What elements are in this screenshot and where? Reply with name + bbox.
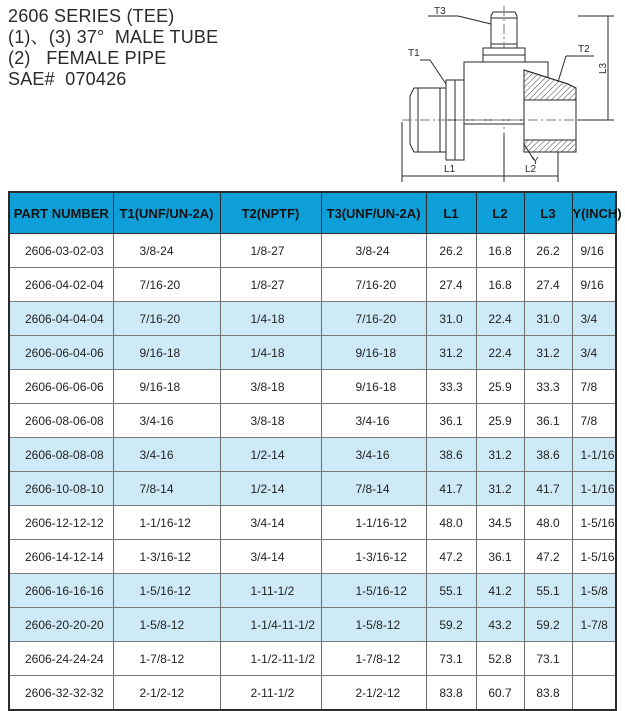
table-row	[9, 472, 616, 506]
cell-t3: 1-5/8-12	[321, 608, 426, 642]
cell-l2: 22.4	[476, 302, 524, 336]
cell-t3: 7/16-20	[321, 302, 426, 336]
port-1-3-description: (1)、(3) 37° MALE TUBE	[8, 27, 219, 47]
cell-t2: 1/4-18	[220, 336, 321, 370]
cell-l1: 47.2	[426, 540, 476, 574]
cell-t1: 7/16-20	[113, 302, 220, 336]
table-row	[9, 574, 616, 608]
table-row	[9, 642, 616, 676]
col-header-l3: L3	[524, 192, 572, 234]
series-header	[8, 6, 308, 90]
cell-l2: 36.1	[476, 540, 524, 574]
cell-l1: 38.6	[426, 438, 476, 472]
cell-t3: 7/8-14	[321, 472, 426, 506]
table-row	[9, 438, 616, 472]
cell-l3: 27.4	[524, 268, 572, 302]
cell-l1: 55.1	[426, 574, 476, 608]
cell-t3: 7/16-20	[321, 268, 426, 302]
cell-l2: 41.2	[476, 574, 524, 608]
cell-part-number: 2606-06-04-06	[9, 336, 113, 370]
cell-y	[572, 676, 616, 711]
cell-y: 9/16	[572, 268, 616, 302]
cell-y: 1-5/8	[572, 574, 616, 608]
cell-t2: 1-1/4-11-1/2	[220, 608, 321, 642]
cell-t1: 1-7/8-12	[113, 642, 220, 676]
sae-number: SAE# 070426	[8, 69, 127, 89]
cell-t3: 3/4-16	[321, 404, 426, 438]
table-row	[9, 540, 616, 574]
cell-t3: 2-1/2-12	[321, 676, 426, 711]
cell-t2: 1/2-14	[220, 438, 321, 472]
cell-l1: 59.2	[426, 608, 476, 642]
table-row	[9, 336, 616, 370]
cell-l2: 34.5	[476, 506, 524, 540]
cell-t3: 9/16-18	[321, 336, 426, 370]
cell-t2: 3/8-18	[220, 370, 321, 404]
cell-y: 1-7/8	[572, 608, 616, 642]
cell-y: 1-5/16	[572, 540, 616, 574]
series-title: 2606 SERIES (TEE)	[8, 6, 175, 26]
cell-l3: 83.8	[524, 676, 572, 711]
cell-t2: 2-11-1/2	[220, 676, 321, 711]
cell-l2: 25.9	[476, 370, 524, 404]
cell-l2: 16.8	[476, 234, 524, 268]
cell-t2: 1/8-27	[220, 234, 321, 268]
cell-l3: 48.0	[524, 506, 572, 540]
cell-l1: 36.1	[426, 404, 476, 438]
cell-l1: 48.0	[426, 506, 476, 540]
cell-l1: 73.1	[426, 642, 476, 676]
dimension-table	[8, 191, 622, 711]
cell-l1: 27.4	[426, 268, 476, 302]
cell-part-number: 2606-03-02-03	[9, 234, 113, 268]
table-row	[9, 676, 616, 711]
cell-l2: 25.9	[476, 404, 524, 438]
table-row	[9, 506, 616, 540]
cell-part-number: 2606-16-16-16	[9, 574, 113, 608]
cell-t1: 2-1/2-12	[113, 676, 220, 711]
cell-t2: 3/8-18	[220, 404, 321, 438]
cell-l2: 60.7	[476, 676, 524, 711]
cell-t1: 7/16-20	[113, 268, 220, 302]
label-t3: T3	[434, 6, 446, 17]
cell-l2: 31.2	[476, 472, 524, 506]
label-l2: L2	[525, 164, 537, 175]
cell-l1: 83.8	[426, 676, 476, 711]
col-header-t1: T1(UNF/UN-2A)	[113, 192, 220, 234]
label-t2: T2	[578, 44, 590, 55]
label-t1: T1	[408, 48, 420, 59]
cell-part-number: 2606-08-06-08	[9, 404, 113, 438]
cell-part-number: 2606-04-04-04	[9, 302, 113, 336]
cell-part-number: 2606-24-24-24	[9, 642, 113, 676]
col-header-t3: T3(UNF/UN-2A)	[321, 192, 426, 234]
cell-t2: 1/8-27	[220, 268, 321, 302]
cell-t3: 1-7/8-12	[321, 642, 426, 676]
cell-t1: 9/16-18	[113, 336, 220, 370]
cell-l3: 41.7	[524, 472, 572, 506]
cell-t3: 1-5/16-12	[321, 574, 426, 608]
cell-y: 1-1/16	[572, 472, 616, 506]
cell-t2: 3/4-14	[220, 506, 321, 540]
cell-l2: 52.8	[476, 642, 524, 676]
cell-t2: 3/4-14	[220, 540, 321, 574]
table-row	[9, 302, 616, 336]
cell-t2: 1-1/2-11-1/2	[220, 642, 321, 676]
table-row	[9, 268, 616, 302]
cell-t3: 3/8-24	[321, 234, 426, 268]
cell-l1: 33.3	[426, 370, 476, 404]
table-row	[9, 608, 616, 642]
cell-part-number: 2606-12-12-12	[9, 506, 113, 540]
cell-part-number: 2606-08-08-08	[9, 438, 113, 472]
cell-part-number: 2606-32-32-32	[9, 676, 113, 711]
label-l1: L1	[444, 164, 456, 175]
cell-l3: 73.1	[524, 642, 572, 676]
cell-t1: 3/8-24	[113, 234, 220, 268]
cell-t3: 1-1/16-12	[321, 506, 426, 540]
port-2-description: (2) FEMALE PIPE	[8, 48, 167, 68]
col-header-l1: L1	[426, 192, 476, 234]
cell-part-number: 2606-06-06-06	[9, 370, 113, 404]
col-header-y: Y(INCH)	[572, 192, 616, 234]
table-row	[9, 404, 616, 438]
table-header-row	[9, 192, 616, 234]
cell-part-number: 2606-20-20-20	[9, 608, 113, 642]
cell-t1: 7/8-14	[113, 472, 220, 506]
cell-y: 1-1/16	[572, 438, 616, 472]
cell-t3: 3/4-16	[321, 438, 426, 472]
cell-y: 7/8	[572, 370, 616, 404]
tee-fitting-drawing	[398, 4, 616, 184]
cell-l2: 43.2	[476, 608, 524, 642]
cell-l3: 31.0	[524, 302, 572, 336]
cell-l3: 38.6	[524, 438, 572, 472]
cell-t1: 3/4-16	[113, 404, 220, 438]
cell-t2: 1-11-1/2	[220, 574, 321, 608]
cell-l3: 55.1	[524, 574, 572, 608]
cell-l2: 22.4	[476, 336, 524, 370]
cell-t1: 1-5/16-12	[113, 574, 220, 608]
cell-t1: 1-5/8-12	[113, 608, 220, 642]
cell-l3: 33.3	[524, 370, 572, 404]
cell-l3: 31.2	[524, 336, 572, 370]
cell-t1: 1-1/16-12	[113, 506, 220, 540]
cell-l2: 16.8	[476, 268, 524, 302]
cell-y: 7/8	[572, 404, 616, 438]
label-y: Y	[532, 156, 539, 167]
cell-l3: 47.2	[524, 540, 572, 574]
table-row	[9, 234, 616, 268]
col-header-part-number: PART NUMBER	[9, 192, 113, 234]
cell-y: 9/16	[572, 234, 616, 268]
cell-l1: 31.0	[426, 302, 476, 336]
cell-t1: 1-3/16-12	[113, 540, 220, 574]
cell-l3: 36.1	[524, 404, 572, 438]
table-row	[9, 370, 616, 404]
cell-l1: 31.2	[426, 336, 476, 370]
cell-l3: 59.2	[524, 608, 572, 642]
col-header-l2: L2	[476, 192, 524, 234]
label-l3: L3	[598, 62, 609, 74]
cell-t2: 1/4-18	[220, 302, 321, 336]
cell-y: 1-5/16	[572, 506, 616, 540]
cell-part-number: 2606-04-02-04	[9, 268, 113, 302]
cell-y: 3/4	[572, 302, 616, 336]
cell-l1: 26.2	[426, 234, 476, 268]
cell-l2: 31.2	[476, 438, 524, 472]
cell-t2: 1/2-14	[220, 472, 321, 506]
cell-l1: 41.7	[426, 472, 476, 506]
cell-y	[572, 642, 616, 676]
cell-t1: 9/16-18	[113, 370, 220, 404]
col-header-t2: T2(NPTF)	[220, 192, 321, 234]
cell-t1: 3/4-16	[113, 438, 220, 472]
cell-t3: 9/16-18	[321, 370, 426, 404]
cell-t3: 1-3/16-12	[321, 540, 426, 574]
cell-part-number: 2606-14-12-14	[9, 540, 113, 574]
cell-y: 3/4	[572, 336, 616, 370]
cell-part-number: 2606-10-08-10	[9, 472, 113, 506]
cell-l3: 26.2	[524, 234, 572, 268]
